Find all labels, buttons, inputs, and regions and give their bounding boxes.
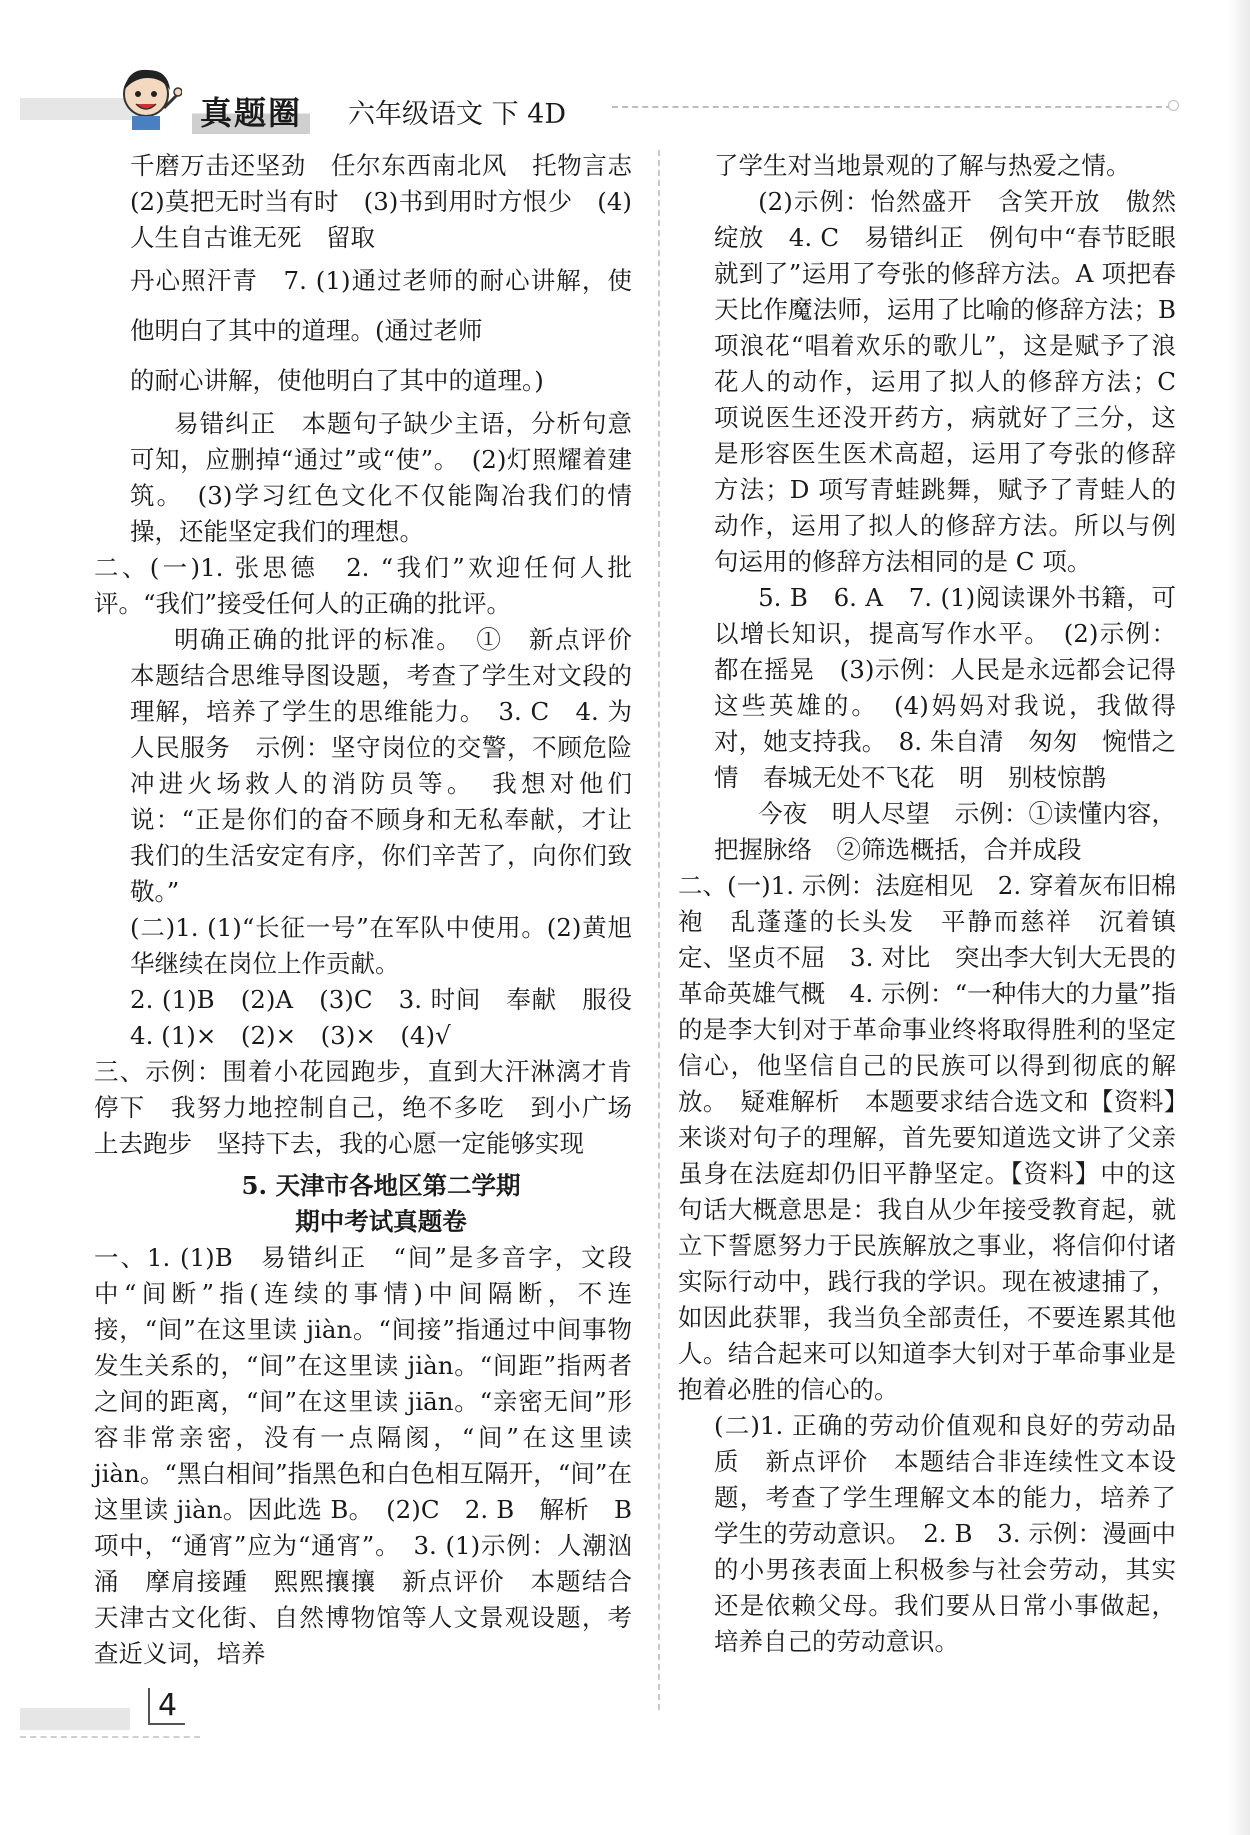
- column-divider: [658, 150, 660, 1710]
- page-number: 4: [148, 1688, 185, 1725]
- answer-paragraph: (2)示例：怡然盛开 含笑开放 傲然绽放 4. C 易错纠正 例句中“春节眨眼就到了”运用了夸张的修辞方法。A 项把春天比作魔法师，运用了比喻的修辞方法；B 项浪花“唱着欢乐的歌儿”，这是赋予了浪花人的动作，运用了拟人的修辞方法；C 项说医生还没开药方，病就好了三分，这是形容医生医术高超，运用了夸张的修辞方法；D 项写青蛙跳舞，赋予了青蛙人的动作，运用了拟人的修辞方法。所以与例句运用的修辞方法相同的是 C 项。: [714, 187, 1176, 576]
- answer-paragraph: (二)1. 正确的劳动价值观和良好的劳动品质 新点评价 本题结合非连续性文本设题，考查了学生理解文本的能力，培养了学生的劳动意识。 2. B 3. 示例：漫画中的小男孩表面上积极参与社会劳动，其实还是依赖父母。我们要从日常小事做起，培养自己的劳动意识。: [714, 1411, 1176, 1656]
- answer-paragraph: 5. B 6. A 7. (1)阅读课外书籍，可以增长知识，提高写作水平。 (2)示例：都在摇晃 (3)示例：人民是永远都会记得这些英雄的。 (4)妈妈对我说，我做得对，她支持我。 8. 朱自清 匆匆 惋惜之情 春城无处不飞花 明 别枝惊鹊: [714, 583, 1176, 792]
- brand-title: 真题圈: [192, 88, 310, 134]
- answer-paragraph: 千磨万击还坚劲 任尔东西南北风 托物言志 (2)莫把无时当有时 (3)书到用时方恨少 (4)人生自古谁无死 留取: [130, 151, 657, 252]
- left-column: [94, 148, 657, 1672]
- header-divider: [612, 106, 1172, 108]
- answer-paragraph: 了学生对当地景观的了解与热爱之情。: [714, 151, 1131, 180]
- page-edge-shadow: [1228, 0, 1250, 1835]
- answer-paragraph: 明确正确的批评的标准。 ① 新点评价 本题结合思维导图设题，考查了学生对文段的理解，培养了学生的思维能力。 3. C 4. 为人民服务 示例：坚守岗位的交警，不顾危险冲进火场救人的消防员等。 我想对他们说：“正是你们的奋不顾身和无私奉献，才让我们的生活安定有序，你们辛苦了，向你们致敬。”: [130, 625, 657, 906]
- page-header: [0, 58, 1250, 138]
- section-heading-3: 三、示例：围着小花园跑步，直到大汗淋漓才肯停下 我努力地控制自己，绝不多吃 到小广场上去跑步 坚持下去，我的心愿一定能够实现: [94, 1057, 632, 1158]
- answer-paragraph: 的耐心讲解，使他明白了其中的道理。): [130, 366, 544, 395]
- answer-paragraph: 丹心照汗青 7. (1)通过老师的耐心讲解，使他明白了其中的道理。(通过老师: [130, 266, 632, 345]
- answer-paragraph: 易错纠正 本题句子缺少主语，分析句意可知，应删掉“通过”或“使”。 (2)灯照耀着建筑。 (3)学习红色文化不仅能陶冶我们的情操，还能坚定我们的理想。: [130, 409, 632, 546]
- answer-paragraph: 2. (1)B (2)A (3)C 3. 时间 奉献 服役 4. (1)× (2)× (3)× (4)√: [130, 985, 657, 1050]
- header-rule-end-icon: [1168, 100, 1179, 111]
- boy-mascot-icon: [112, 64, 182, 130]
- exam-subtitle: 期中考试真题卷: [295, 1207, 467, 1236]
- section-heading-2: 二、(一)1. 张思德 2. “我们”欢迎任何人批评。“我们”接受任何人的正确的批评。: [94, 553, 632, 618]
- book-subtitle: 六年级语文 下 4D: [348, 99, 566, 130]
- footer-divider: [20, 1736, 200, 1738]
- answer-paragraph: 一、1. (1)B 易错纠正 “间”是多音字，文段中“间断”指(连续的事情)中间隔断，不连接，“间”在这里读 jiàn。“间接”指通过中间事物发生关系的，“间”在这里读 jiàn。“间距”指两者之间的距离，“间”在这里读 jiān。“亲密无间”形容非常亲密，没有一点隔阂，“间”在这里读 jiàn。“黑白相间”指黑色和白色相互隔开，“间”在这里读 jiàn。因此选 B。 (2)C 2. B 解析 B 项中，“通宵”应为“通宵”。 3. (1)示例：人潮汹涌 摩肩接踵 熙熙攘攘 新点评价 本题结合天津古文化街、自然博物馆等人文景观设题，考查近义词，培养: [94, 1243, 632, 1668]
- footer-band: [20, 1708, 130, 1730]
- exam-title: 5. 天津市各地区第二学期: [241, 1171, 521, 1200]
- section-heading-2: 二、(一)1. 示例：法庭相见 2. 穿着灰布旧棉袍 乱蓬蓬的长头发 平静而慈祥 沉着镇定、坚贞不屈 3. 对比 突出李大钊大无畏的革命英雄气概 4. 示例：“一种伟大的力量”指的是李大钊对于革命事业终将取得胜利的坚定信心，他坚信自己的民族可以得到彻底的解放。 疑难解析 本题要求结合选文和【资料】来谈对句子的理解，首先要知道选文讲了父亲虽身在法庭却仍旧平静坚定。【资料】中的这句话大概意思是：我自从少年接受教育起，就立下誓愿努力于民族解放之事业，将信仰付诸实际行动中，践行我的学识。现在被逮捕了，如因此获罪，我当负全部责任，不要连累其他人。结合起来可以知道李大钊对于革命事业是抱着必胜的信心的。: [678, 871, 1176, 1404]
- answer-paragraph: (二)1. (1)“长征一号”在军队中使用。(2)黄旭华继续在岗位上作贡献。: [130, 913, 632, 978]
- right-column: [678, 148, 1176, 1660]
- answer-paragraph: 今夜 明人尽望 示例：①读懂内容，把握脉络 ②筛选概括，合并成段: [714, 799, 1176, 864]
